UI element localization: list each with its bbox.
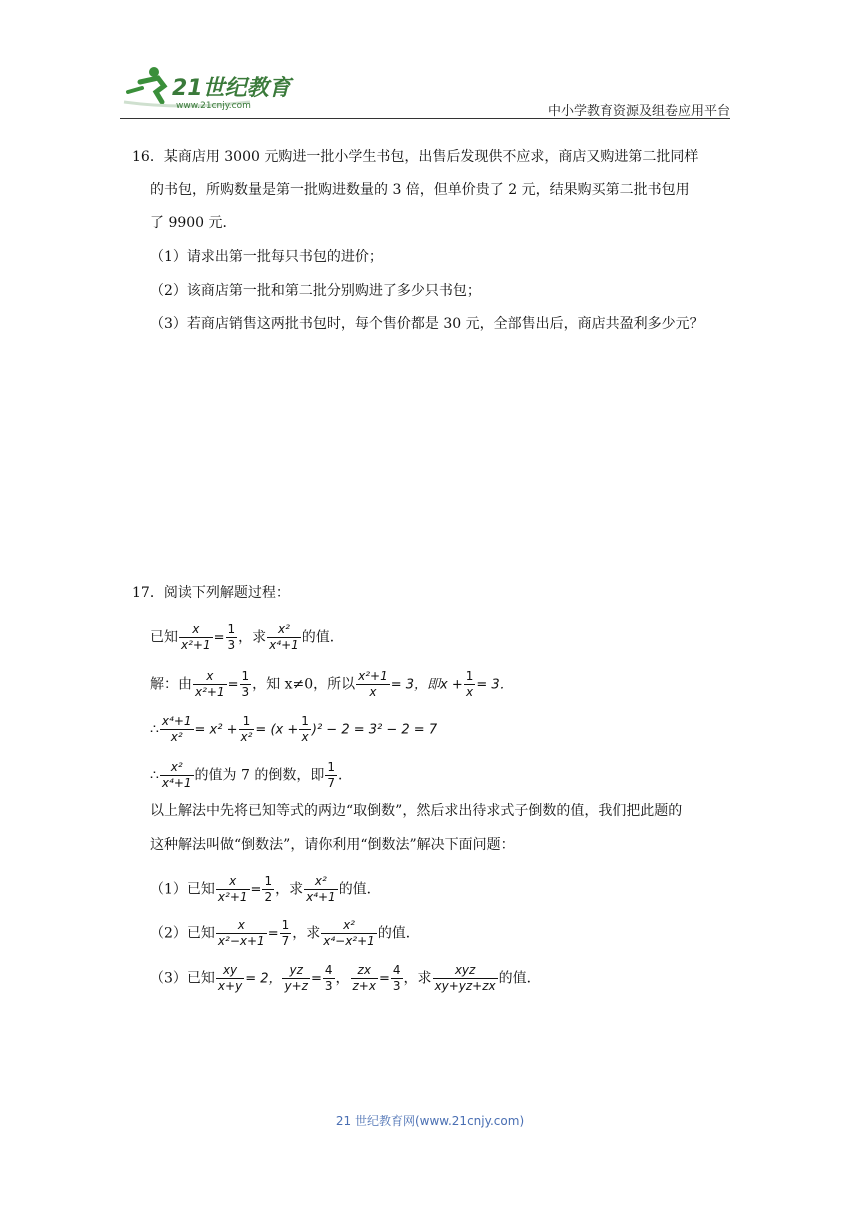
q16-sub3: （3）若商店销售这两批书包时，每个售价都是 30 元，全部售出后，商店共盈利多少元？ [150, 316, 704, 332]
q16-line2: 的书包，所购数量是第一批购进数量的 3 倍，但单价贵了 2 元，结果购买第二批书包用 [150, 182, 690, 198]
q17-part2: （2）已知 $\frac{x}{\text{x²−x+1}}$ = $\frac{1}{7}$ ，求 $\frac{\text{x²}}{\text{x⁴−x²+1}}$ 的值． [150, 918, 420, 948]
q17-title: 17．阅读下列解题过程： [132, 585, 290, 601]
page-footer: 21 世纪教育网(www.21cnjy.com) [335, 1114, 525, 1128]
logo-21cnjy [120, 62, 300, 114]
page-header [120, 62, 730, 118]
q17-part1: （1）已知 $\frac{x}{\text{x²+1}}$ = $\frac{1}{2}$ ，求 $\frac{\text{x²}}{\text{x⁴+1}}$ 的值． [150, 874, 381, 904]
q16-line3: 了 9900 元． [150, 215, 237, 231]
header-tagline: 中小学教育资源及组卷应用平台 [547, 104, 730, 119]
q16-line1: 16．某商店用 3000 元购进一批小学生书包，出售后发现供不应求，商店又购进第二批同样 [132, 149, 699, 165]
q17-part3: （3）已知 $\frac{xy}{x+y}$ = 2， $\frac{yz}{y+z}$ = $\frac{4}{3}$ ， $\frac{zx}{z+x}$ = $\frac{4}{3}$ ，求 $\frac{\text{xyz}}{xy+yz+zx}$ 的值． [150, 963, 541, 993]
q16-sub1: （1）请求出第一批每只书包的进价； [150, 249, 383, 265]
q17-therefore2: ∴ $\frac{\text{x²}}{\text{x⁴+1}}$ 的值为 7 的倒数，即 $\frac{1}{7}$ ． [150, 760, 352, 790]
logo-url: www.21cnjy.com [176, 101, 251, 111]
q17-explain1: 以上解法中先将已知等式的两边“取倒数”，然后求出待求式子倒数的值，我们把此题的 [150, 803, 683, 819]
q17-solution: 解：由 $\frac{x}{\text{x²+1}}$ = $\frac{1}{3}$ ，知 x≠0，所以 $\frac{\text{x²+1}}{x}$ = 3，即x + $\frac{1}{x}$ = 3． [150, 669, 513, 699]
q16-sub2: （2）该商店第一批和第二批分别购进了多少只书包； [150, 283, 481, 299]
q17-therefore1: ∴ $\frac{\text{x⁴+1}}{\text{x²}}$ = x² + $\frac{1}{\text{x²}}$ = (x + $\frac{1}{x}$ )² − 2 = 3² − 2 = 7 [150, 714, 438, 744]
logo-text: 21世纪教育 [172, 76, 291, 101]
q17-given: 已知 $\frac{x}{\text{x²+1}}$ = $\frac{1}{3}$ ，求 $\frac{\text{x²}}{\text{x⁴+1}}$ 的值． [150, 622, 344, 652]
header-rule [120, 118, 730, 119]
q17-explain2: 这种解法叫做“倒数法”，请你利用“倒数法”解决下面问题： [150, 837, 515, 853]
